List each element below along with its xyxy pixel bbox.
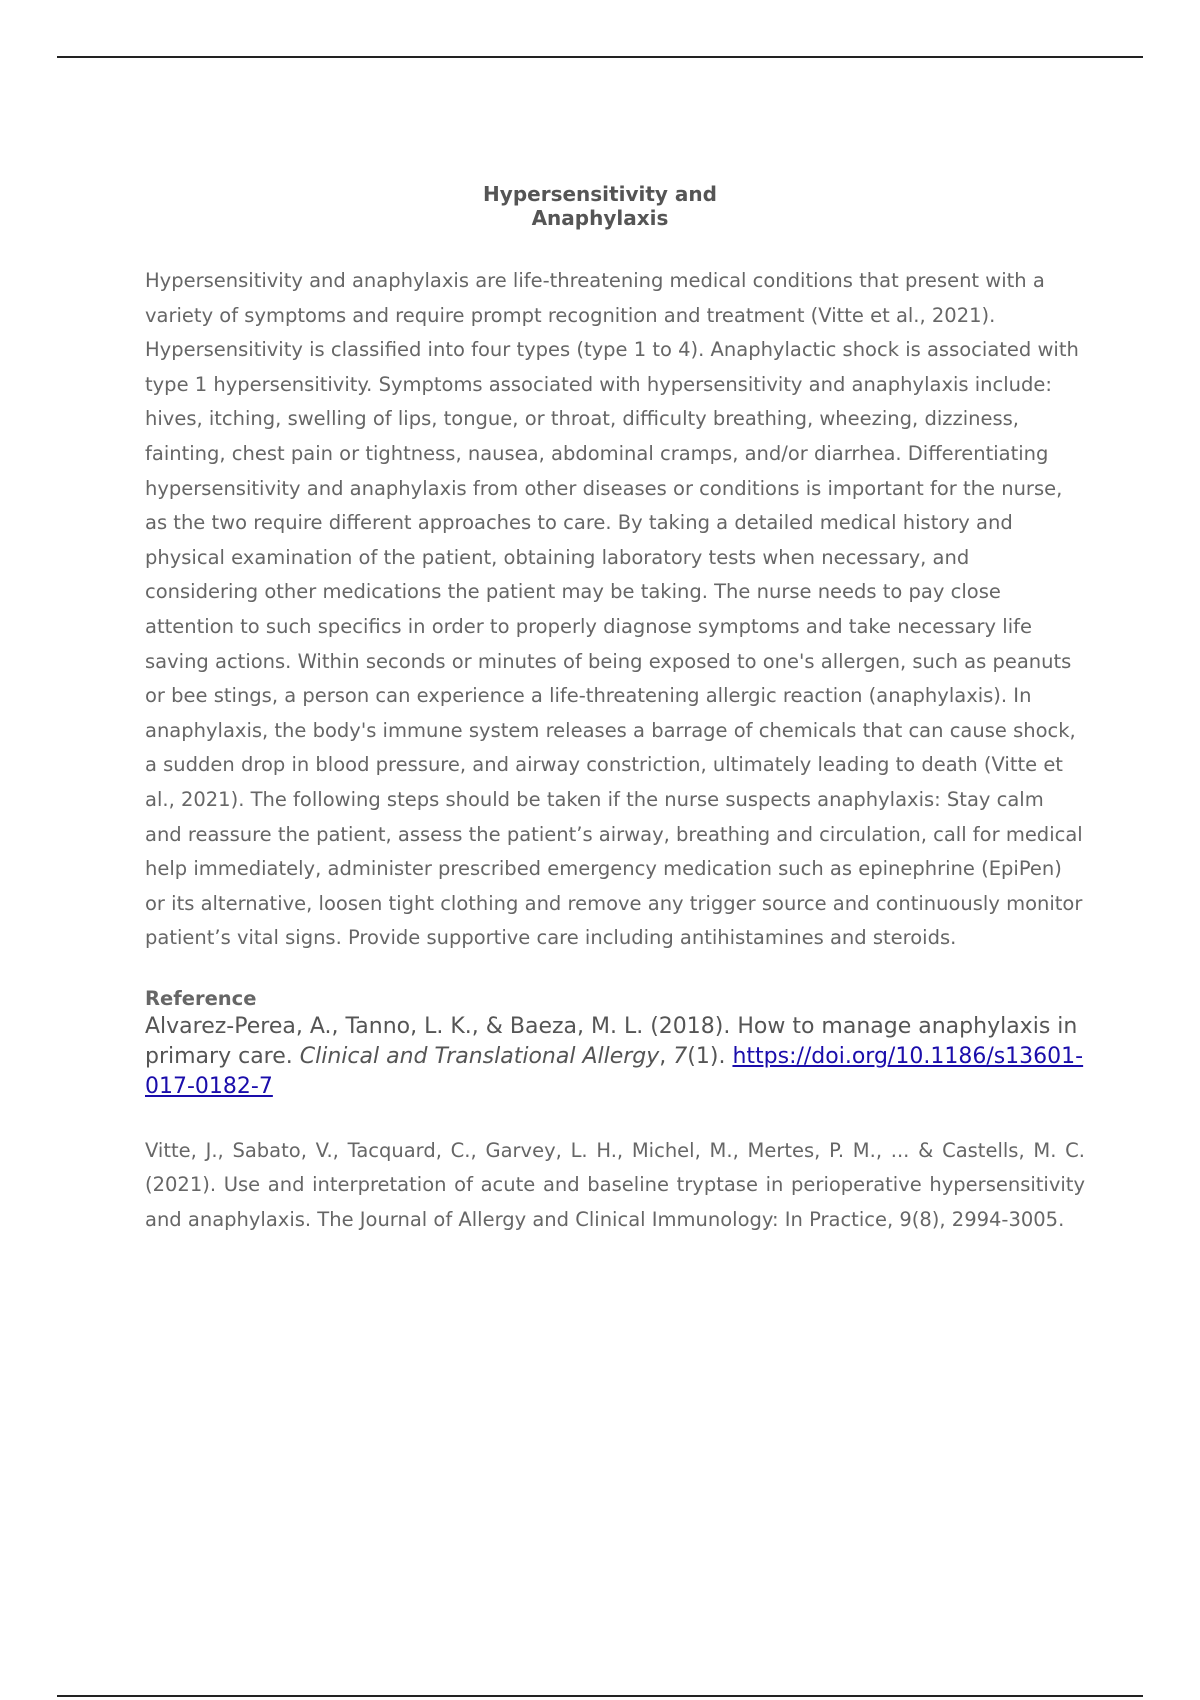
- document-title: [0, 182, 1200, 230]
- main-paragraph: Hypersensitivity is classified into four types (type 1 to 4). Anaphylactic shock is associated with type 1 hypersensitivity. Symptoms associated with hypersensitivity and anaphylaxis include: hives, itching, swelling of lips, tongue, or throat, difficulty breathing, wheezing, dizziness, fainting, chest pain or tightness, nausea, abdominal cramps, and/or diarrhea. Differentiating hypersensitivity and anaphylaxis from other diseases or conditions is important for the nurse, as the two require different approaches to care. By taking a detailed medical history and physical examination of the patient, obtaining laboratory tests when necessary, and considering other medications the patient may be taking. The nurse needs to pay close attention to such specifics in order to properly diagnose symptoms and take necessary life saving actions. Within seconds or minutes of being exposed to one's allergen, such as peanuts or bee stings, a person can experience a life-threatening allergic reaction (anaphylaxis). In anaphylaxis, the body's immune system releases a barrage of chemicals that can cause shock, a sudden drop in blood pressure, and airway constriction, ultimately leading to death (Vitte et al., 2021). The following steps should be taken if the nurse suspects anaphylaxis: Stay calm and reassure the patient, assess the patient’s airway, breathing and circulation, call for medical help immediately, administer prescribed emergency medication such as epinephrine (EpiPen) or its alternative, loosen tight clothing and remove any trigger source and continuously monitor patient’s vital signs. Provide supportive care including antihistamines and steroids.: [145, 338, 1083, 950]
- document-body: [145, 264, 1085, 1238]
- reference-heading: Reference: [145, 986, 257, 1010]
- title-line-1: Hypersensitivity and: [483, 182, 717, 206]
- bottom-rule: [57, 1695, 1143, 1697]
- reference-1-volume: 7: [673, 1043, 688, 1069]
- reference-entry-1: [145, 1012, 1085, 1102]
- top-rule: [57, 56, 1143, 58]
- intro-paragraph: Hypersensitivity and anaphylaxis are life-threatening medical conditions that present with a variety of symptoms and require prompt recognition and treatment (Vitte et al., 2021).: [145, 269, 1045, 327]
- title-line-2: Anaphylaxis: [531, 206, 669, 230]
- reference-1-journal: Clinical and Translational Allergy: [299, 1043, 660, 1069]
- reference-1-separator: ,: [659, 1043, 674, 1069]
- reference-1-issue: (1).: [687, 1043, 733, 1069]
- reference-1-authors: Alvarez-Perea, A., Tanno, L. K., & Baeza, M. L. (2018). How to manage anaphylaxis in primary care.: [145, 1013, 1078, 1069]
- reference-entry-2: Vitte, J., Sabato, V., Tacquard, C., Garvey, L. H., Michel, M., Mertes, P. M., ... & Castells, M. C. (2021). Use and interpretation of acute and baseline tryptase in perioperative hypersensitivity and anaphylaxis. The Journal of Allergy and Clinical Immunology: In Practice, 9(8), 2994-3005.: [145, 1138, 1085, 1232]
- reference-1-doi-link[interactable]: https://doi.org/10.1186/s13601-017-0182-7: [145, 1043, 1084, 1099]
